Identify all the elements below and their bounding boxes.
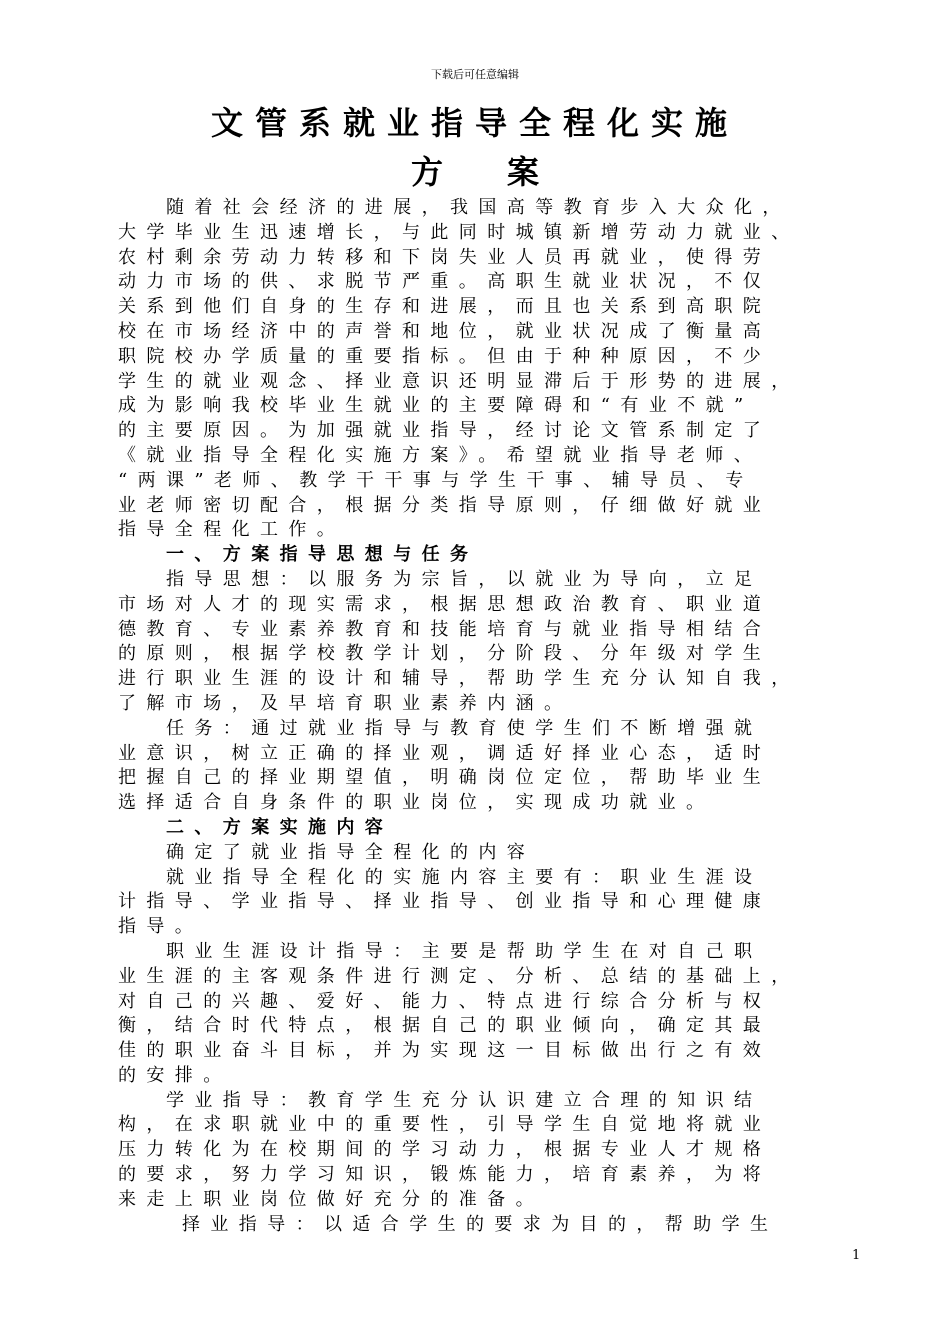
body-line: 指导思想：以服务为宗旨，以就业为导向，立足 — [166, 568, 763, 590]
body-line: 大学毕业生迅速增长，与此同时城镇新增劳动力就业、 — [118, 221, 800, 243]
body-line: 成为影响我校毕业生就业的主要障碍和“有业不就” — [118, 395, 754, 417]
body-line: 任务：通过就业指导与教育使学生们不断增强就 — [166, 717, 763, 739]
body-line: 动力市场的供、求脱节严重。高职生就业状况，不仅 — [118, 271, 772, 293]
body-line: “两课”老师、教学干干事与学生干事、辅导员、专 — [118, 469, 754, 491]
section-heading-2: 二、方案实施内容 — [166, 816, 394, 838]
body-line: 《就业指导全程化实施方案》。希望就业指导老师、 — [118, 444, 763, 466]
body-line: 确定了就业指导全程化的内容 — [166, 841, 536, 863]
body-line: 职院校办学质量的重要指标。但由于种种原因，不少 — [118, 345, 772, 367]
body-line: 压力转化为在校期间的学习动力，根据专业人才规格 — [118, 1139, 772, 1161]
header-note: 下载后可任意编辑 — [431, 68, 519, 81]
body-line: 对自己的兴趣、爱好、能力、特点进行综合分析与权 — [118, 990, 772, 1012]
document-body — [118, 196, 878, 1237]
page-number: 1 — [852, 1248, 861, 1263]
body-line: 业老师密切配合，根据分类指导原则，仔细做好就业 — [118, 494, 772, 516]
document-title-line1: 文管系就业指导全程化实施 — [210, 104, 739, 142]
body-line: 计指导、学业指导、择业指导、创业指导和心理健康 — [118, 891, 772, 913]
body-line: 校在市场经济中的声誉和地位，就业状况成了衡量高 — [118, 320, 772, 342]
body-line: 的原则，根据学校教学计划，分阶段、分年级对学生 — [118, 643, 772, 665]
body-line: 进行职业生涯的设计和辅导，帮助学生充分认知自我， — [118, 668, 800, 690]
body-line: 的主要原因。为加强就业指导，经讨论文管系制定了 — [118, 420, 772, 442]
body-line: 学生的就业观念、择业意识还明显滞后于形势的进展， — [118, 370, 800, 392]
body-line: 职业生涯设计指导：主要是帮助学生在对自己职 — [166, 940, 763, 962]
body-line: 业生涯的主客观条件进行测定、分析、总结的基础上， — [118, 965, 800, 987]
body-line: 关系到他们自身的生存和进展，而且也关系到高职院 — [118, 296, 772, 318]
body-line: 来走上职业岗位做好充分的准备。 — [118, 1188, 544, 1210]
body-line: 就业指导全程化的实施内容主要有：职业生涯设 — [166, 866, 763, 888]
body-line: 农村剩余劳动力转移和下岗失业人员再就业，使得劳 — [118, 246, 772, 268]
body-line: 了解市场，及早培育职业素养内涵。 — [118, 692, 573, 714]
body-line: 的安排。 — [118, 1064, 232, 1086]
body-line: 市场对人才的现实需求，根据思想政治教育、职业道 — [118, 593, 772, 615]
body-line: 择业指导：以适合学生的要求为目的，帮助学生 — [182, 1213, 779, 1235]
body-line: 德教育、专业素养教育和技能培育与就业指导相结合 — [118, 618, 772, 640]
body-line: 学业指导：教育学生充分认识建立合理的知识结 — [166, 1089, 763, 1111]
body-line: 指导全程化工作。 — [118, 519, 346, 541]
body-line: 构，在求职就业中的重要性，引导学生自觉地将就业 — [118, 1114, 772, 1136]
body-line: 业意识，树立正确的择业观，调适好择业心态，适时 — [118, 742, 772, 764]
document-title-line2: 方案 — [410, 153, 603, 191]
body-line: 随着社会经济的进展，我国高等教育步入大众化， — [166, 197, 791, 218]
body-line: 把握自己的择业期望值，明确岗位定位，帮助毕业生 — [118, 767, 772, 789]
body-line: 指导。 — [118, 916, 204, 938]
body-line: 的要求，努力学习知识，锻炼能力，培育素养，为将 — [118, 1164, 772, 1186]
body-line: 佳的职业奋斗目标，并为实现这一目标做出行之有效 — [118, 1040, 772, 1062]
body-line: 衡，结合时代特点，根据自己的职业倾向，确定其最 — [118, 1015, 772, 1037]
section-heading-1: 一、方案指导思想与任务 — [166, 544, 479, 566]
body-line: 选择适合自身条件的职业岗位，实现成功就业。 — [118, 792, 715, 814]
